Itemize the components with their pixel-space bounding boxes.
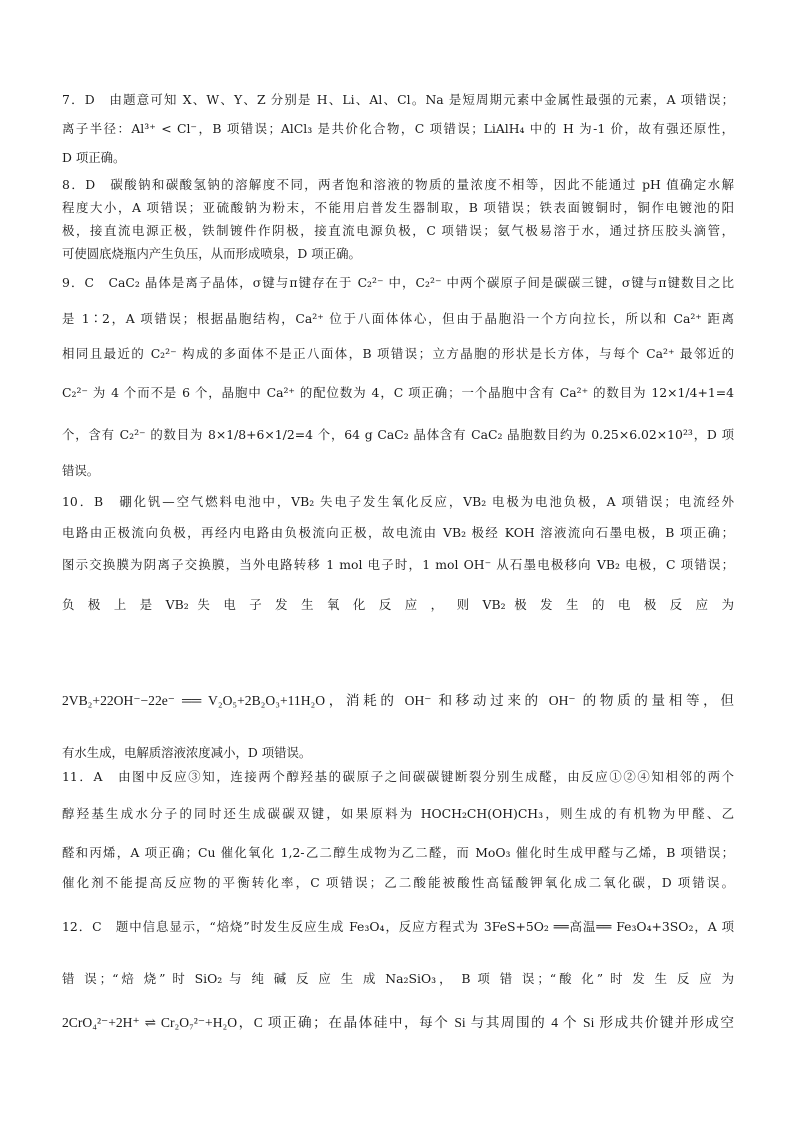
- text-line: 离子半径：Al³⁺ < Cl⁻，B 项错误；AlCl₃ 是共价化合物，C 项错误；LiAlH₄ 中的 H 为-1 价，故有强还原性，: [62, 121, 734, 136]
- text-line: 错 误；“焙 烧” 时 SiO₂ 与 纯 碱 反 应 生 成 Na₂SiO₃， B 项 错 误；“酸 化” 时 发 生 反 应 为: [62, 971, 734, 986]
- text-line: 是 1∶2，A 项错误；根据晶胞结构，Ca²⁺ 位于八面体体心，但由于晶胞沿一个方向拉长，所以和 Ca²⁺ 距离: [62, 311, 734, 326]
- text-line: 催化剂不能提高反应物的平衡转化率，C 项错误；乙二酸能被酸性高锰酸钾氧化成二氧化碳，D 项错误。: [62, 875, 734, 890]
- text-line: 8．D 碳酸钠和碳酸氢钠的溶解度不同，两者饱和溶液的物质的量浓度不相等，因此不能通过 pH 值确定水解: [62, 177, 734, 192]
- text-line: 9．C CaC₂ 晶体是离子晶体，σ键与π键存在于 C₂²⁻ 中，C₂²⁻ 中两个碳原子间是碳碳三键，σ键与π键数目之比: [62, 275, 734, 290]
- text-line: C₂²⁻ 为 4 个而不是 6 个，晶胞中 Ca²⁺ 的配位数为 4，C 项正确；一个晶胞中含有 Ca²⁺ 的数目为 12×1/4+1=4: [62, 385, 734, 400]
- text-line: D 项正确。: [62, 150, 126, 165]
- text-line: 7．D 由题意可知 X、W、Y、Z 分别是 H、Li、Al、Cl。Na 是短周期元素中金属性最强的元素，A 项错误；: [62, 92, 734, 107]
- text-line: 负 极 上 是 VB₂ 失 电 子 发 生 氧 化 反 应 ， 则 VB₂ 极 发 生 的 电 极 反 应 为: [62, 597, 734, 612]
- text-line: 10．B 硼化钒—空气燃料电池中，VB₂ 失电子发生氧化反应，VB₂ 电极为电池负极，A 项错误；电流经外: [62, 494, 734, 509]
- text-line: 有水生成，电解质溶液浓度减小，D 项错误。: [62, 745, 312, 760]
- equation-line: 2VB₂+22OH⁻−22e⁻ ══ V₂O₅+2B₂O₃+11H₂O，消耗的 OH⁻ 和移动过来的 OH⁻ 的物质的量相等，但: [62, 693, 734, 708]
- text-line: 可使圆底烧瓶内产生负压，从而形成喷泉，D 项正确。: [62, 246, 361, 261]
- text-line: 错误。: [62, 463, 100, 478]
- text-line: 醇羟基生成水分子的同时还生成碳碳双键，如果原料为 HOCH₂CH(OH)CH₃，则生成的有机物为甲醛、乙: [62, 806, 734, 821]
- text-line: 个，含有 C₂²⁻ 的数目为 8×1/8+6×1/2=4 个，64 g CaC₂ 晶体含有 CaC₂ 晶胞数目约为 0.25×6.02×10²³，D 项: [62, 427, 734, 442]
- equation-line: 2CrO₄²⁻+2H⁺ ⇌ Cr₂O₇²⁻+H₂O，C 项正确；在晶体硅中，每个 Si 与其周围的 4 个 Si 形成共价键并形成空: [62, 1015, 734, 1030]
- text-line: 电路由正极流向负极，再经内电路由负极流向正极，故电流由 VB₂ 极经 KOH 溶液流向石墨电极，B 项正确；: [62, 525, 734, 540]
- text-line: 程度大小，A 项错误；亚硫酸钠为粉末，不能用启普发生器制取，B 项错误；铁表面镀铜时，铜作电镀池的阳: [62, 200, 734, 215]
- text-line: 12．C 题中信息显示，“焙烧”时发生反应生成 Fe₃O₄，反应方程式为 3FeS+5O₂ ══高温══ Fe₃O₄+3SO₂，A 项: [62, 919, 734, 934]
- text-line: 极，接直流电源正极，铁制镀件作阴极，接直流电源负极，C 项错误；氨气极易溶于水，通过挤压胶头滴管，: [62, 223, 734, 238]
- text-line: 相同且最近的 C₂²⁻ 构成的多面体不是正八面体，B 项错误；立方晶胞的形状是长方体，与每个 Ca²⁺ 最邻近的: [62, 346, 734, 361]
- text-line: 图示交换膜为阴离子交换膜，当外电路转移 1 mol 电子时，1 mol OH⁻ 从石墨电极移向 VB₂ 电极，C 项错误；: [62, 557, 734, 572]
- text-line: 11．A 由图中反应③知，连接两个醇羟基的碳原子之间碳碳键断裂分别生成醛，由反应①②④知相邻的两个: [62, 769, 734, 784]
- text-line: 醛和丙烯，A 项正确；Cu 催化氧化 1,2-乙二醇生成物为乙二醛，而 MoO₃ 催化时生成甲醛与乙烯，B 项错误；: [62, 845, 734, 860]
